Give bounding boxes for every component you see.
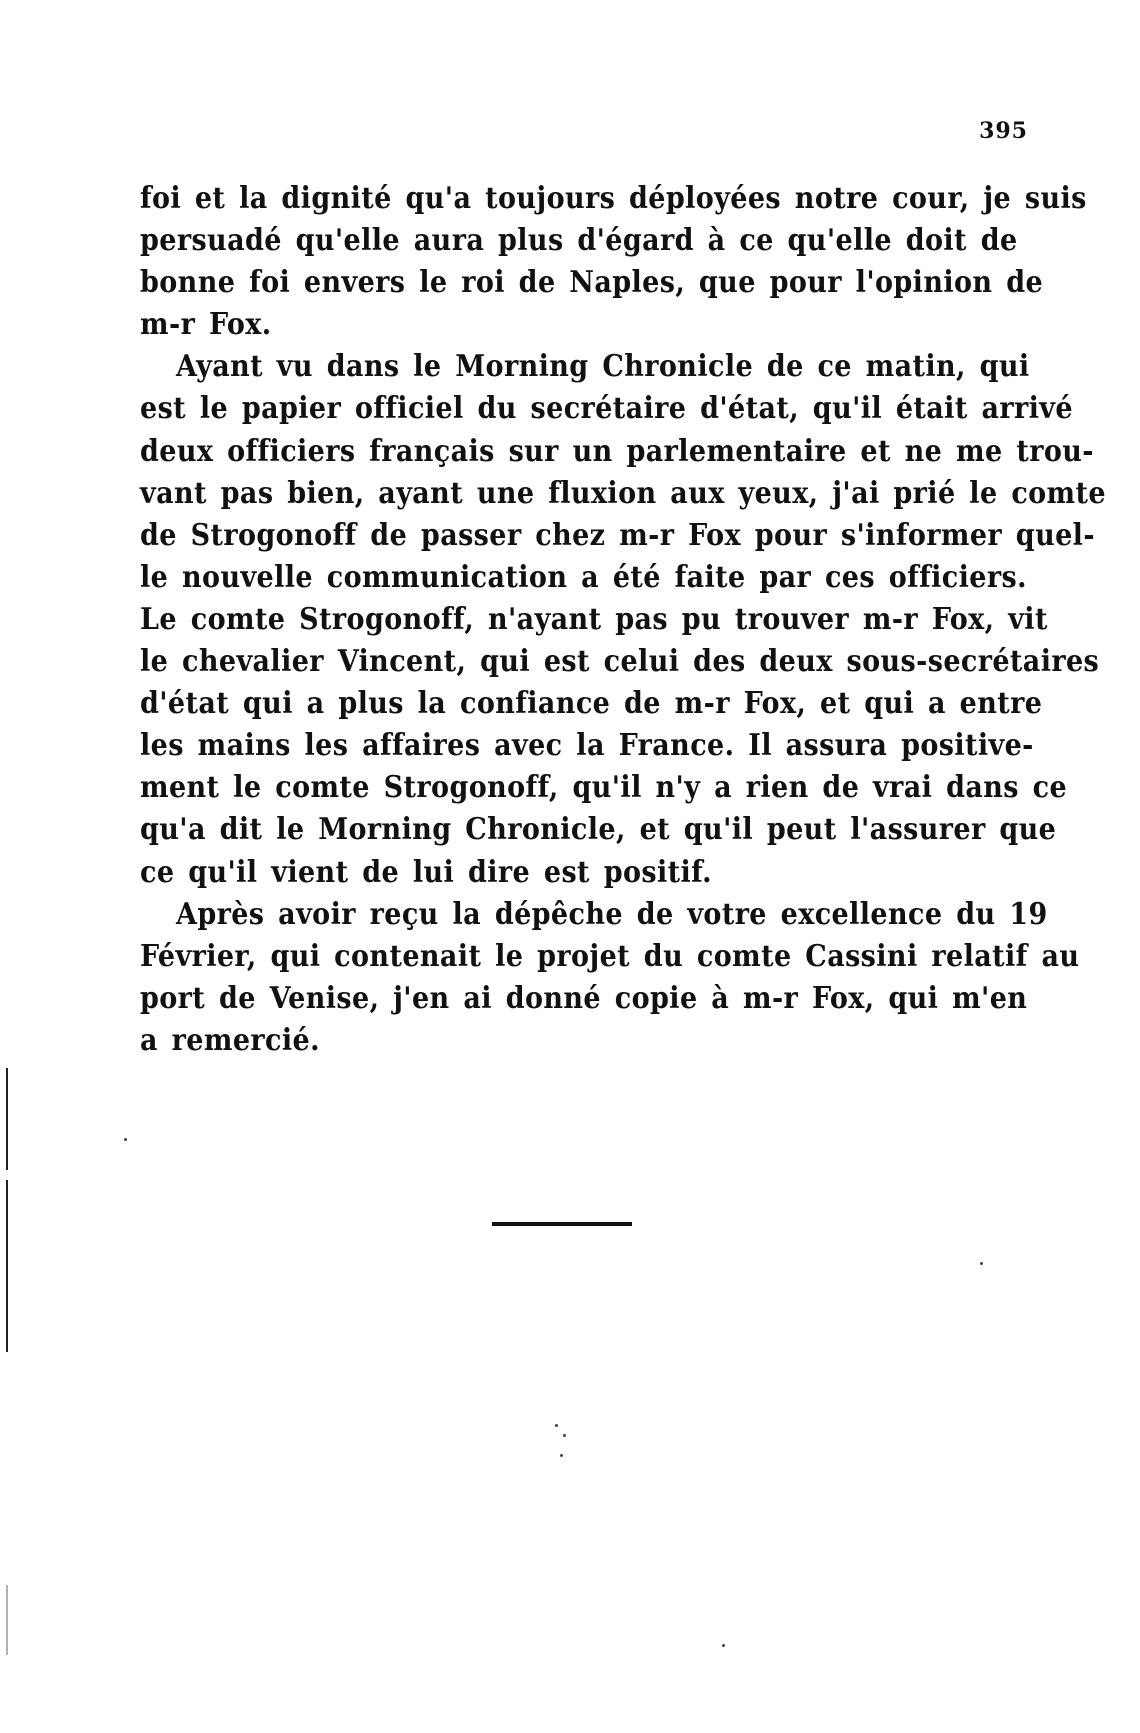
text-line: les mains les affaires avec la France. Il assura positive- [140,728,1034,764]
margin-mark [6,1068,8,1170]
text-line: persuadé qu'elle aura plus d'égard à ce qu'elle doit de [140,223,1018,259]
text-line: bonne foi envers le roi de Naples, que pour l'opinion de [140,265,1044,301]
text-line: de Strogonoff de passer chez m-r Fox pour s'informer quel- [140,517,1095,553]
text-line: deux officiers français sur un parlementaire et ne me trou- [140,433,1094,469]
speck [980,1262,983,1265]
speck [124,1138,127,1141]
margin-mark [6,1585,8,1655]
speck [555,1424,558,1427]
text-line: a remercié. [140,1022,320,1058]
speck [722,1644,725,1647]
paragraph-2 [140,346,1106,893]
text-line: Ayant vu dans le Morning Chronicle de ce matin, qui [176,349,1030,385]
text-line: Février, qui contenait le projet du comte Cassini relatif au [140,938,1080,974]
text-line: Le comte Strogonoff, n'ayant pas pu trouver m-r Fox, vit [140,601,1048,637]
margin-mark [6,1180,8,1352]
speck [560,1454,563,1457]
text-line: Après avoir reçu la dépêche de votre excellence du 19 [176,896,1048,932]
text-line: ment le comte Strogonoff, qu'il n'y a rien de vrai dans ce [140,770,1068,806]
paragraph-3 [140,894,1080,1062]
paragraph-1 [140,178,1087,346]
text-line: d'état qui a plus la confiance de m-r Fox, et qui a entre [140,686,1043,722]
text-line: port de Venise, j'en ai donné copie à m-r Fox, qui m'en [140,980,1028,1016]
text-line: m-r Fox. [140,307,272,343]
text-line: vant pas bien, ayant une fluxion aux yeux, j'ai prié le comte [140,475,1106,511]
speck [563,1434,566,1437]
end-rule [492,1222,632,1226]
text-line: ce qu'il vient de lui dire est positif. [140,854,712,890]
text-line: est le papier officiel du secrétaire d'état, qu'il était arrivé [140,391,1073,427]
text-line: le nouvelle communication a été faite par ces officiers. [140,559,1027,595]
page-number: 395 [979,118,1028,144]
body-text [140,178,1106,1062]
text-line: le chevalier Vincent, qui est celui des deux sous-secrétaires [140,644,1100,680]
text-line: qu'a dit le Morning Chronicle, et qu'il peut l'assurer que [140,812,1057,848]
text-line: foi et la dignité qu'a toujours déployées notre cour, je suis [140,181,1087,216]
